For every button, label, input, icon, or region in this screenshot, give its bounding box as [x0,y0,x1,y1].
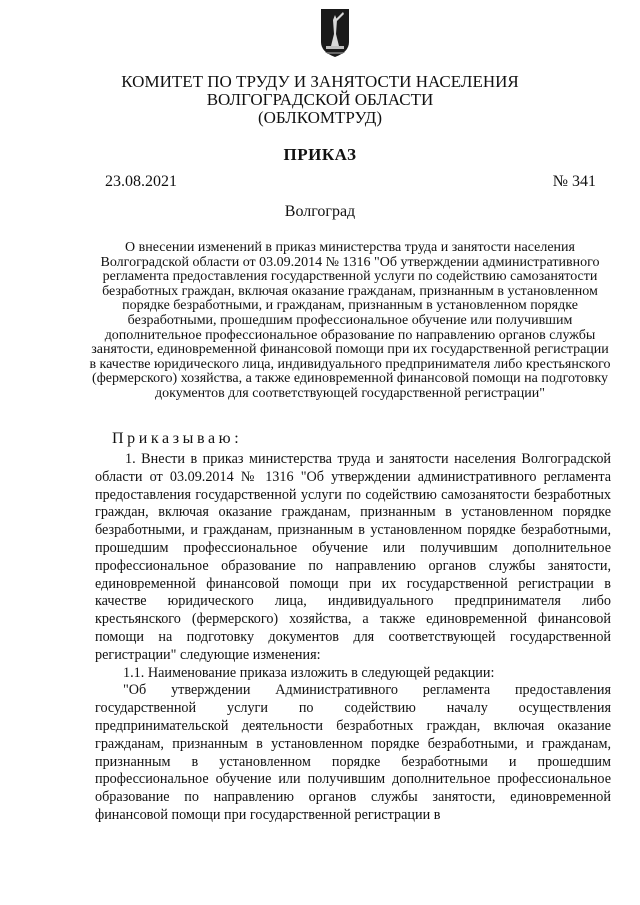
order-word: Приказываю: [112,430,243,447]
paragraph-new-title-quote: "Об утверждении Административного регламента предоставления государственной услуги по содействию началу осуществления предпринимательской деятельности безработных граждан, включая оказание гражданам, признанным в установленном порядке безработными, и гражданам, признанным в установленном порядке безработными и прошедшим профессиональное обучение или получившим дополнительное профессиональное образование по направлению органов службы занятости, единовременной финансовой помощи при государственной регистрации в [95,682,611,823]
document-subject: О внесении изменений в приказ министерства труда и занятости населения Волгоградской области от 03.09.2014 № 1316 "Об утверждении административного регламента предоставления государственной услуги по содействию самозанятости безработных граждан, включая оказание гражданам, признанным в установленном порядке безработными, и гражданам, признанным в установленном порядке безработными, прошедшим профессиональное обучение или получившим дополнительное профессиональное образование по направлению органов службы занятости, единовременной финансовой помощи при их государственной регистрации в качестве юридического лица, индивидуального предпринимателя либо крестьянского (фермерского) хозяйства, а также единовременной финансовой помощи на подготовку документов для соответствующей государственной регистрации" [89,240,611,401]
paragraph-item-1-1: 1.1. Наименование приказа изложить в следующей редакции: [123,664,495,681]
document-date: 23.08.2021 [105,173,177,190]
organization-name [0,73,640,127]
document-type: ПРИКАЗ [283,145,357,164]
paragraph-item-1: 1. Внести в приказ министерства труда и занятости населения Волгоградской области от 03.09.2014 № 1316 "Об утверждении административного регламента предоставления государственной услуги по содействию самозанятости безработных граждан, включая оказание гражданам, признанным в установленном порядке безработными, и гражданам, признанным в установленном порядке безработными, прошедшим профессиональное обучение или получившим дополнительное профессиональное образование по направлению органов службы занятости, единовременной финансовой помощи при их государственной регистрации в качестве юридического лица, индивидуального предпринимателя либо крестьянского (фермерского) хозяйства, а также единовременной финансовой помощи на подготовку документов для соответствующей государственной регистрации" следующие изменения: [95,451,611,663]
organization-name-line: КОМИТЕТ ПО ТРУДУ И ЗАНЯТОСТИ НАСЕЛЕНИЯ [121,72,519,91]
coat-of-arms-icon [320,8,350,58]
document-city: Волгоград [284,203,356,220]
organization-name-line: (ОБЛКОМТРУД) [257,108,383,127]
document-number: № 341 [552,173,596,190]
document-body [95,451,611,825]
organization-name-line: ВОЛГОГРАДСКОЙ ОБЛАСТИ [206,90,434,109]
